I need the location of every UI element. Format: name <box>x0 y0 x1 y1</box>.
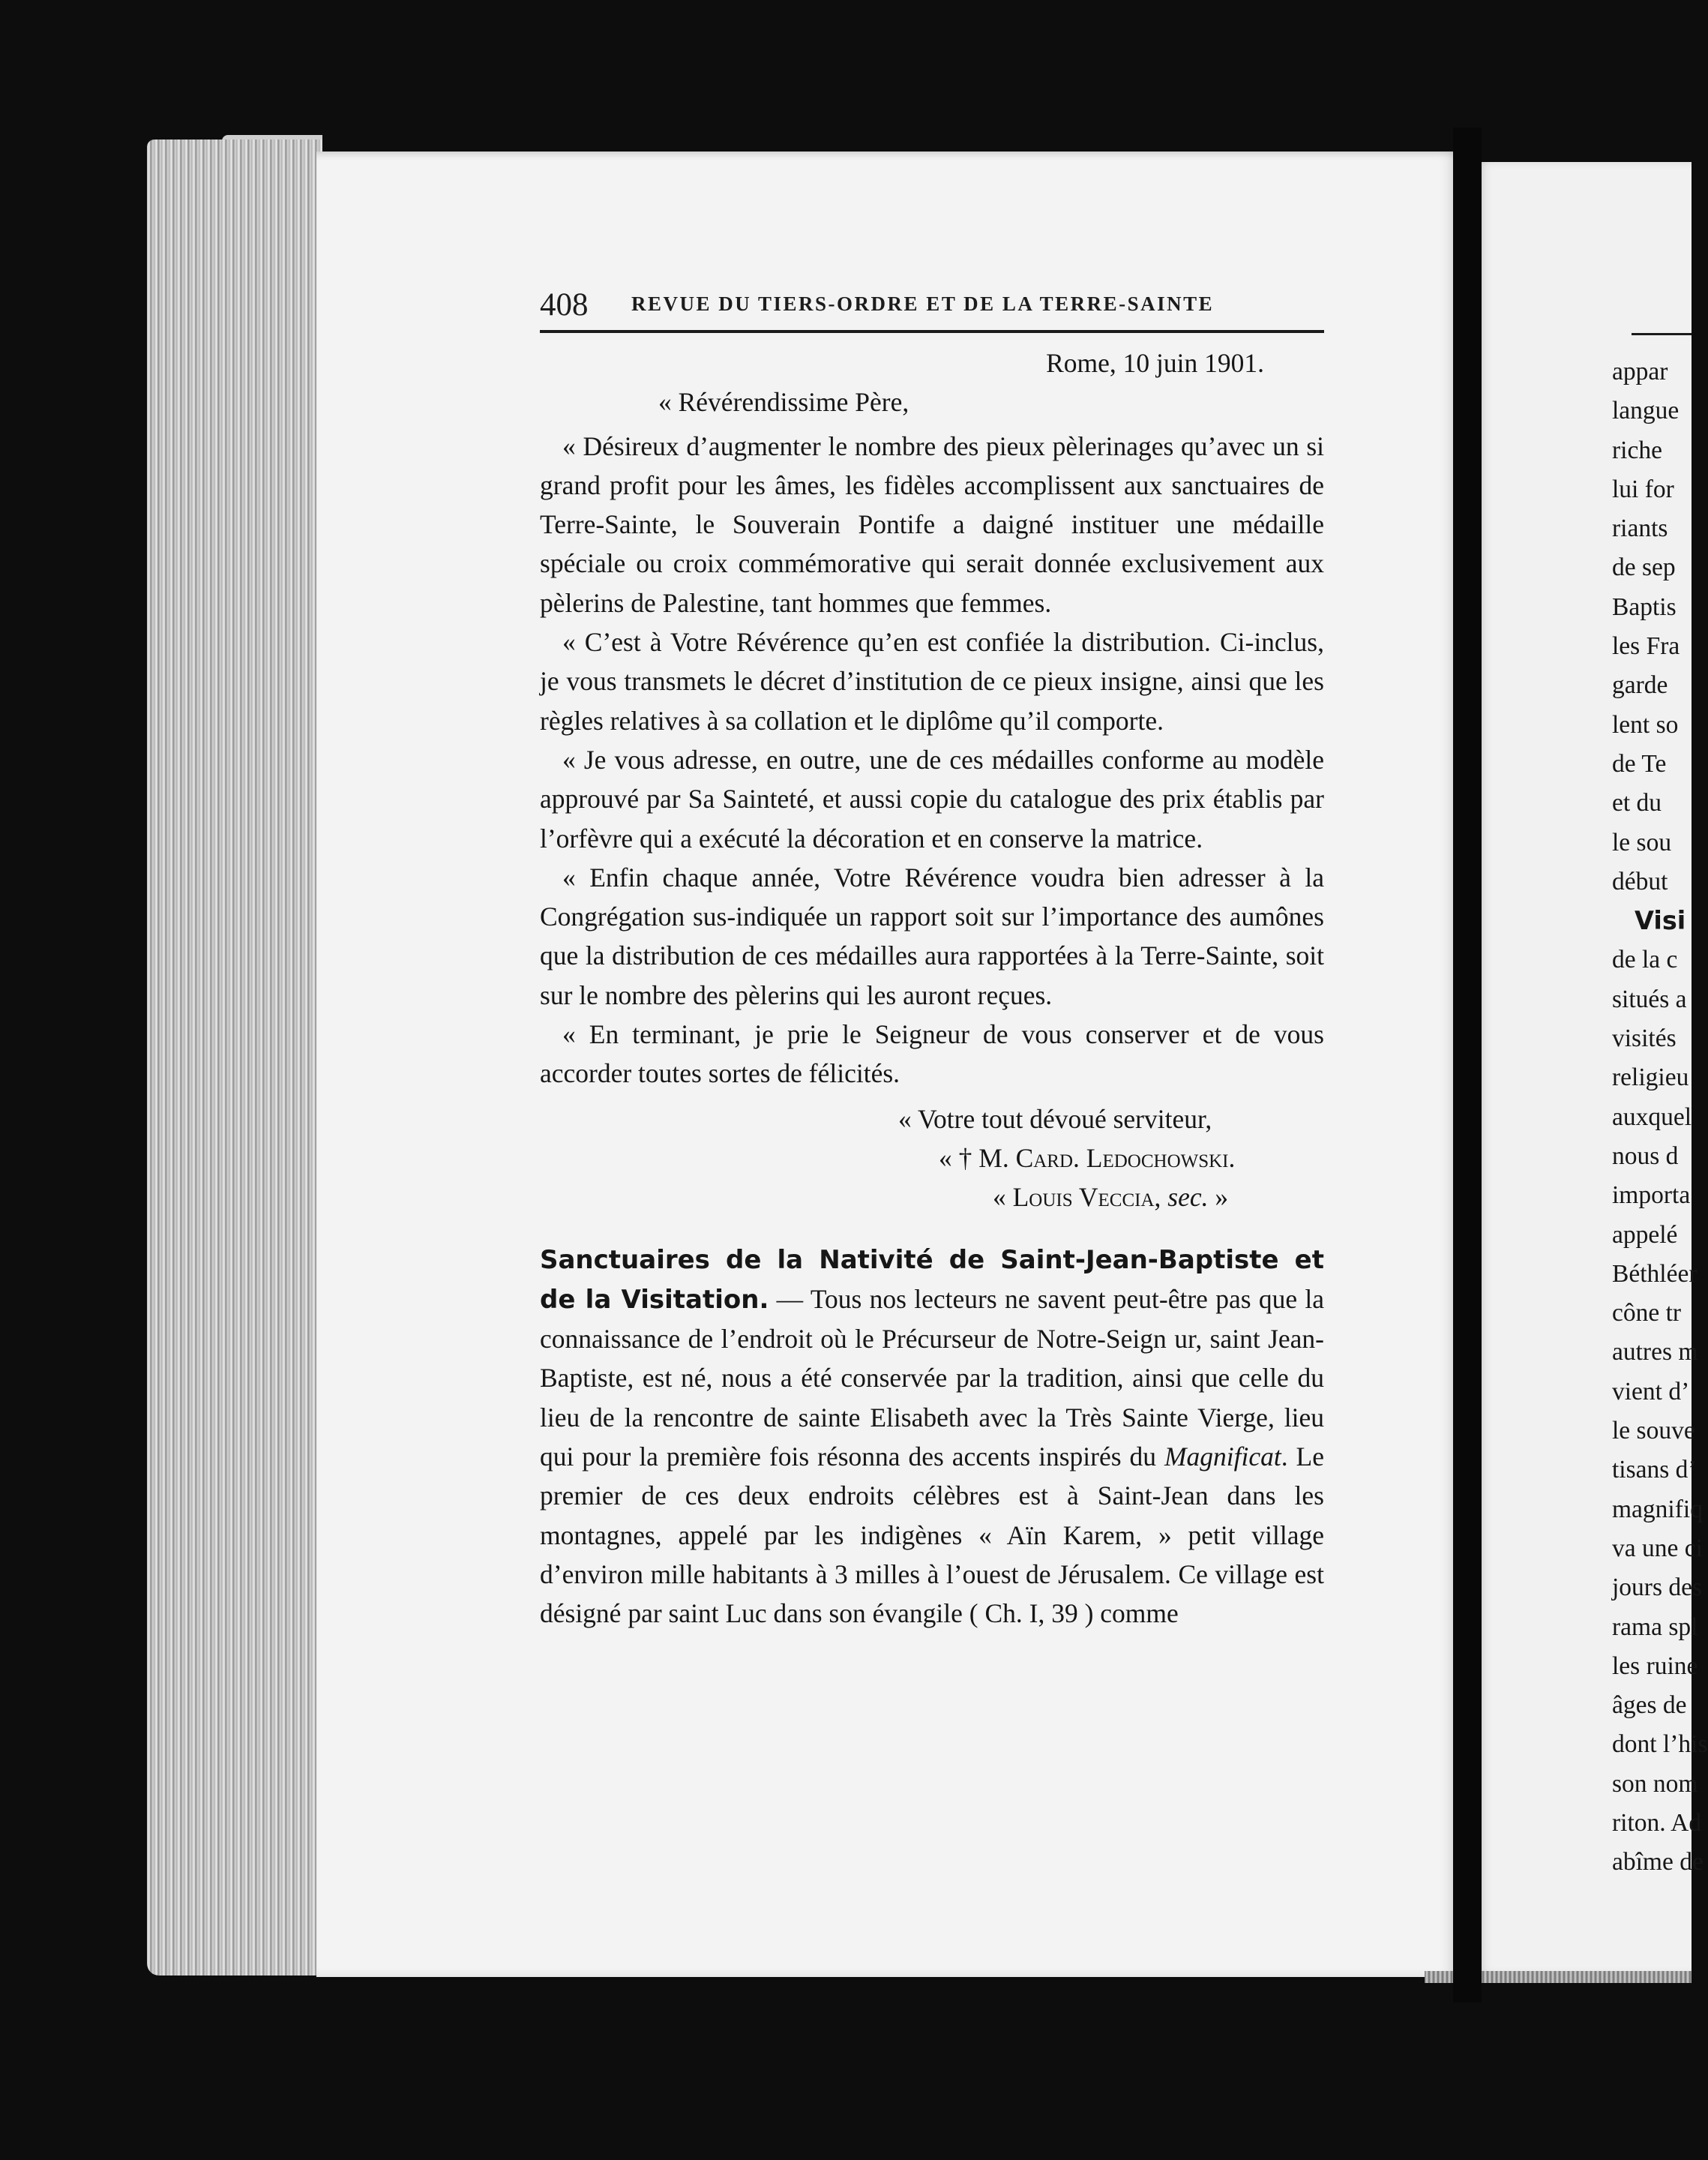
right-line: vient d’ <box>1612 1377 1690 1406</box>
signatory-name: M. Card. Ledochowski. <box>978 1142 1236 1173</box>
right-line: de la c <box>1612 946 1678 974</box>
right-line: de Te <box>1612 749 1667 778</box>
page-number: 408 <box>540 287 589 322</box>
page-header <box>540 284 1324 326</box>
right-line: de sep <box>1612 554 1676 582</box>
section-text-italic: Magnificat <box>1164 1442 1281 1472</box>
secretary-role: sec. <box>1167 1182 1209 1213</box>
letter-salutation: « Révérendissime Père, <box>658 387 909 418</box>
right-line: riton. Ad <box>1612 1808 1702 1837</box>
right-line: Visi <box>1635 906 1686 936</box>
right-line: langue <box>1612 397 1680 425</box>
right-line: autres m <box>1612 1338 1698 1366</box>
right-line: riants <box>1612 514 1668 543</box>
right-line: son nom <box>1612 1769 1698 1798</box>
right-line: les ruine <box>1612 1652 1698 1680</box>
right-line: début <box>1612 867 1668 896</box>
right-line: jours des <box>1612 1574 1703 1602</box>
right-line: cône tr <box>1612 1299 1682 1328</box>
right-line: visités <box>1612 1024 1677 1053</box>
right-line: riche <box>1612 436 1662 464</box>
right-line: rama spl <box>1612 1612 1698 1641</box>
right-line: importa <box>1612 1181 1691 1210</box>
secretary-name: Louis Veccia, <box>1012 1182 1161 1213</box>
running-head: REVUE DU TIERS-ORDRE ET DE LA TERRE-SAINTE <box>631 292 1215 315</box>
right-line: les Fra <box>1612 632 1680 661</box>
right-line: situés a <box>1612 985 1687 1013</box>
book-gutter <box>1453 128 1482 2002</box>
right-line: et du <box>1612 789 1662 818</box>
secretary-prefix: « <box>993 1182 1013 1213</box>
right-line: lent so <box>1612 710 1679 739</box>
right-line: auxquel <box>1612 1102 1692 1131</box>
section-title: Sanctuaires de la Nativité de Saint-Jean-Baptiste et de la Visitation. <box>540 1244 1324 1315</box>
secretary-suffix: » <box>1208 1182 1229 1213</box>
right-line: Baptis <box>1612 592 1677 621</box>
right-header-rule <box>1632 333 1692 335</box>
right-line: lui for <box>1612 475 1674 503</box>
letter-paragraph: « Désireux d’augmenter le nombre des pieux pèlerinages qu’avec un si grand profit pour les âmes, les fidèles accomplissent aux sanctuaires de Terre-Sainte, le Souverain Pontife a daigné instituer une médaille spéciale ou croix commémorative qui serait donnée exclusivement aux pèlerins de Palestine, tant hommes que femmes. <box>540 430 1324 618</box>
signature-line <box>540 1138 1324 1178</box>
right-page-text <box>1612 352 1708 1882</box>
letter-paragraph: « Je vous adresse, en outre, une de ces médailles conforme au modèle approuvé par Sa Sainteté, et aussi copie du catalogue des prix établis par l’orfèvre qui a exécuté la décoration et en conserve la matrice. <box>540 744 1324 854</box>
right-line: religieu <box>1612 1064 1689 1092</box>
right-line: va une ci <box>1612 1534 1703 1562</box>
section-text-cont: . Le premier de ces deux endroits célèbres est à Saint-Jean dans les montagnes, appelé par les indigènes « Aïn Karem, » petit village d’environ mille habitants à 3 milles à l’ouest de Jérusalem. Ce village est désigné par saint Luc dans son évangile ( Ch. I, 39 ) comme <box>540 1442 1324 1629</box>
right-line: dont l’his <box>1612 1730 1708 1759</box>
right-line: tisans d’ <box>1612 1456 1697 1484</box>
secretary-line <box>540 1178 1324 1216</box>
page-edge-stack <box>147 140 322 1976</box>
letter-paragraph: « C’est à Votre Révérence qu’en est confiée la distribution. Ci-inclus, je vous transmets le décret d’institution de ce pieux insigne, ainsi que les règles relatives à sa collation et le diplôme qu’il comporte. <box>540 627 1324 736</box>
closing-line: « Votre tout dévoué serviteur, <box>898 1103 1212 1134</box>
section-text: — Tous nos lecteurs ne savent peut-être pas que la connaissance de l’endroit où le Précurseur de Notre-Seign ur, saint Jean-Baptiste, est né, nous a été conservée par la tradition, ainsi que celle du lieu de la rencontre de sainte Elisabeth avec la Très Sainte Vierge, lieu qui pour la première fois résonna des accents inspirés du <box>540 1283 1324 1472</box>
letter-dateline: Rome, 10 juin 1901. <box>1046 348 1264 378</box>
header-rule <box>540 330 1324 333</box>
section-paragraph <box>540 1240 1324 1634</box>
letter-paragraph: « En terminant, je prie le Seigneur de vous conserver et de vous accorder toutes sortes de félicités. <box>540 1019 1324 1089</box>
right-line: garde <box>1612 671 1668 700</box>
right-line: appelé <box>1612 1220 1678 1249</box>
right-line: magnifiq <box>1612 1495 1703 1523</box>
left-page-text <box>540 344 1324 1634</box>
right-line: âges de <box>1612 1691 1687 1720</box>
letter-paragraph: « Enfin chaque année, Votre Révérence voudra bien adresser à la Congrégation sus-indiquée un rapport soit sur l’importance des aumônes que la distribution de ces médailles aura rapportées à la Terre-Sainte, soit sur le nombre des pèlerins qui les auront reçues. <box>540 862 1324 1010</box>
right-line: Béthléer <box>1612 1259 1698 1288</box>
right-line: le sou <box>1612 828 1672 856</box>
right-line: appar <box>1612 358 1668 386</box>
right-line: abîme de <box>1612 1848 1704 1876</box>
right-line: le souve <box>1612 1417 1695 1445</box>
signature-prefix: « † <box>939 1142 979 1173</box>
right-line: nous d <box>1612 1142 1679 1170</box>
